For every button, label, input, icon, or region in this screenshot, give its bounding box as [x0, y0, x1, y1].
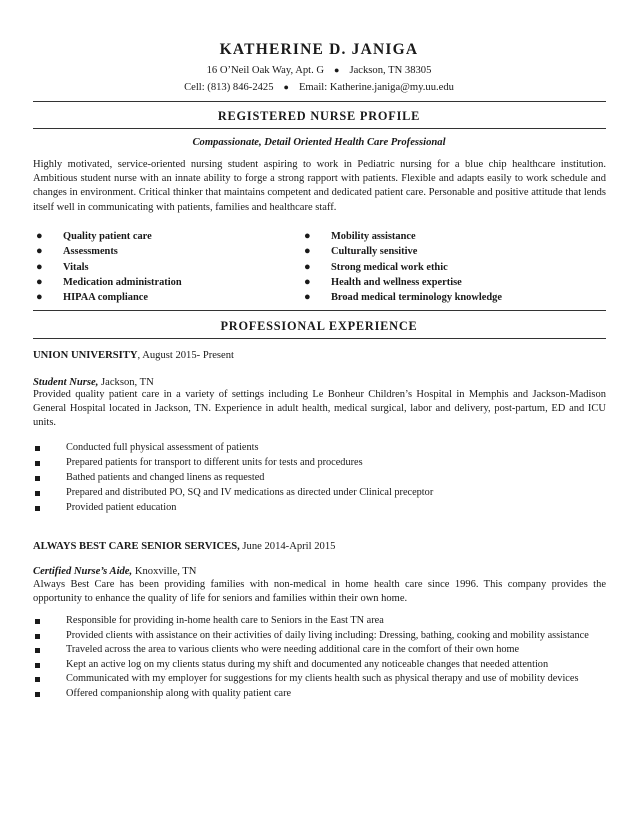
profile-heading: REGISTERED NURSE PROFILE [217, 109, 421, 123]
bullet-icon: ● [36, 260, 43, 273]
square-bullet-icon [35, 476, 40, 481]
employer-line [33, 541, 335, 552]
email-address[interactable]: Email: Katherine.janiga@my.uu.edu [298, 82, 454, 93]
duty-item: Bathed patients and changed linens as requested [33, 471, 593, 486]
candidate-name: KATHERINE D. JANIGA [219, 41, 419, 58]
role-line [33, 566, 196, 577]
skill-item: ● Assessments [33, 244, 182, 259]
duties-list [33, 441, 593, 516]
square-bullet-icon [35, 634, 40, 639]
square-bullet-icon [35, 677, 40, 682]
square-bullet-icon [35, 506, 40, 511]
skill-item: ● Strong medical work ethic [301, 260, 502, 275]
phone-email-line [0, 82, 638, 93]
employment-dates: June 2014-April 2015 [239, 541, 336, 552]
duty-item: Traveled across the area to various clients who were needing additional care in the comfort of their own home [33, 643, 593, 658]
duty-item: Communicated with my employer for suggestions for my clients health such as physical therapy and use of mobility devices [33, 672, 593, 687]
job-description: Provided quality patient care in a variety of settings including Le Bonheur Children’s Hospital in Memphis and Jackson-Madison General Hospital located in Jackson, TN. Experience in adult health, medical surgical, labor and delivery, post-partum, ED and ICU units. [33, 389, 606, 429]
bullet-icon: ● [36, 275, 43, 288]
city-state-zip: Jackson, TN 38305 [349, 65, 432, 76]
profile-summary: Highly motivated, service-oriented nursing student aspiring to work in Pediatric nursing for a blue chip healthcare institution. Ambitious student nurse with an innate ability to forge a strong rapport with patients. Flexible and adapts easily to work schedule and changes in environment. Critical thinker that maintains competent and dedicated patient care. Personable and positive attitude that lends itself well in communicating with patients, families and healthcare staff. [33, 159, 606, 213]
skills-column-right [301, 229, 502, 305]
bullet-icon: ● [304, 230, 311, 242]
bullet-icon: ● [36, 230, 43, 242]
job-location: Jackson, TN [98, 377, 154, 388]
duty-item: Prepared patients for transport to different units for tests and procedures [33, 456, 593, 471]
bullet-icon: ● [36, 245, 43, 258]
square-bullet-icon [35, 663, 40, 668]
role-line [33, 377, 154, 388]
street-address: 16 O’Neil Oak Way, Apt. G [206, 65, 325, 76]
duties-list [33, 614, 593, 701]
divider-line [33, 101, 606, 102]
square-bullet-icon [35, 446, 40, 451]
duty-item: Kept an active log on my clients status during my shift and documented any noticeable changes that needed attention [33, 658, 593, 673]
skill-item: ● Culturally sensitive [301, 244, 502, 259]
employer-line [33, 350, 234, 361]
duty-item: Conducted full physical assessment of patients [33, 441, 593, 456]
square-bullet-icon [35, 491, 40, 496]
square-bullet-icon [35, 619, 40, 624]
bullet-icon: ● [304, 260, 311, 273]
job-title: Certified Nurse’s Aide, [33, 566, 133, 577]
bullet-icon: ● [304, 245, 311, 258]
duty-item: Responsible for providing in-home health care to Seniors in the East TN area [33, 614, 593, 629]
skill-item: ● Health and wellness expertise [301, 275, 502, 290]
skill-item: ● Medication administration [33, 275, 182, 290]
bullet-icon: ● [36, 291, 43, 304]
skills-column-left [33, 229, 182, 305]
cell-phone: Cell: (813) 846-2425 [184, 82, 274, 93]
divider-line [33, 310, 606, 311]
square-bullet-icon [35, 461, 40, 466]
skill-item: ● Broad medical terminology knowledge [301, 290, 502, 305]
experience-heading: PROFESSIONAL EXPERIENCE [220, 319, 418, 333]
skill-item: ● Vitals [33, 260, 182, 275]
duty-item: Prepared and distributed PO, SQ and IV medications as directed under Clinical preceptor [33, 486, 593, 501]
square-bullet-icon [35, 692, 40, 697]
skill-item: ● Quality patient care [33, 229, 182, 244]
bullet-icon: ● [304, 275, 311, 288]
address-line [0, 65, 638, 76]
job-description: Always Best Care has been providing families with non-medical in home health care since 1996. This company provides the opportunity to enhance the quality of life for seniors and families within their own home. [33, 579, 606, 605]
employer-name: UNION UNIVERSITY [33, 350, 138, 361]
bullet-icon: ● [304, 291, 311, 304]
skill-item: ● Mobility assistance [301, 229, 502, 244]
divider-line [33, 128, 606, 129]
duty-item: Offered companionship along with quality patient care [33, 687, 593, 702]
employment-dates: , August 2015- Present [137, 350, 235, 361]
separator-dot: ● [334, 65, 340, 75]
square-bullet-icon [35, 648, 40, 653]
duty-item: Provided clients with assistance on their activities of daily living including: Dressing, bathing, cooking and mobility assistance [33, 629, 593, 644]
profile-tagline: Compassionate, Detail Oriented Health Care Professional [192, 137, 446, 148]
job-location: Knoxville, TN [132, 566, 197, 577]
divider-line [33, 338, 606, 339]
duty-item: Provided patient education [33, 501, 593, 516]
skill-item: ● HIPAA compliance [33, 290, 182, 305]
employer-name: ALWAYS BEST CARE SENIOR SERVICES, [33, 541, 240, 552]
job-title: Student Nurse, [33, 377, 99, 388]
separator-dot: ● [283, 82, 289, 92]
